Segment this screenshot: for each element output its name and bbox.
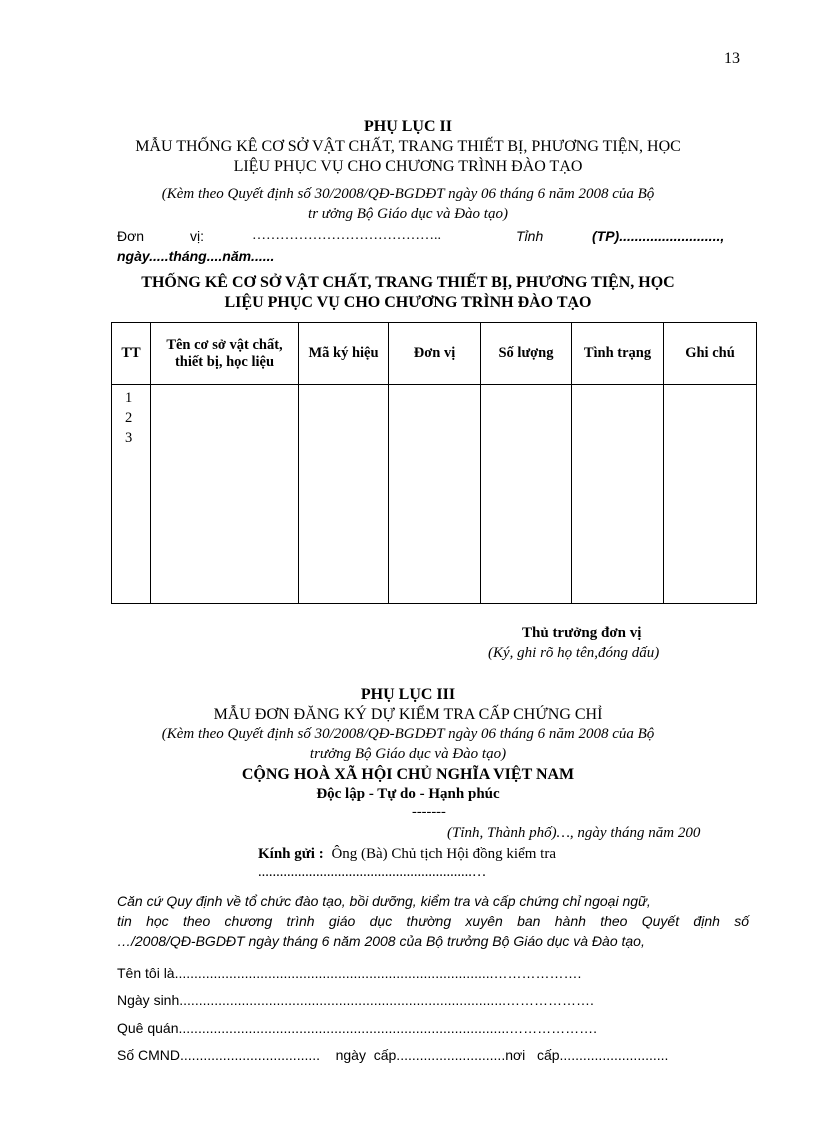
tt-cell: [112, 385, 151, 604]
basis-line2: tin học theo chương trình giáo dục thường xuyên ban hành theo Quyết định số: [117, 913, 749, 929]
recipient-dots: ...........................................................…: [258, 864, 487, 880]
stats-title-line1: THỐNG KÊ CƠ SỞ VẬT CHẤT, TRANG THIẾT BỊ, PHƯƠNG TIỆN, HỌC: [141, 274, 675, 291]
appendix3-note-line2: trưởng Bộ Giáo dục và Đào tạo): [309, 746, 507, 762]
appendix3-note-line1: (Kèm theo Quyết định số 30/2008/QĐ-BGDĐT ngày 06 tháng 6 năm 2008 của Bộ: [161, 726, 655, 742]
table-cell: [299, 385, 389, 604]
nation-name: CỘNG HOÀ XÃ HỘI CHỦ NGHĨA VIỆT NAM: [241, 766, 575, 783]
header-facility-name: Tên cơ sở vật chất, thiết bị, học liệu: [151, 323, 299, 385]
appendix2-subtitle-line1: MẪU THỐNG KÊ CƠ SỞ VẬT CHẤT, TRANG THIẾT BỊ, PHƯƠNG TIỆN, HỌC: [135, 138, 681, 155]
appendix2-note-line2: tr ưởng Bộ Giáo dục và Đào tạo): [308, 206, 508, 222]
field-id-card: Số CMND.................................... ngày cấp............................nơi cấp............................: [117, 1047, 669, 1063]
header-unit: Đơn vị: [389, 323, 481, 385]
table-cell: [664, 385, 757, 604]
basis-line1: Căn cứ Quy định về tổ chức đào tạo, bồi dưỡng, kiểm tra và cấp chứng chỉ ngoại ngữ,: [117, 893, 651, 909]
field-birth-date: Ngày sinh....................................................................................……………….: [117, 992, 594, 1008]
row-number: 1: [125, 390, 133, 406]
page-number: 13: [724, 50, 740, 67]
field-full-name: Tên tôi là..................................................................................……………….: [117, 965, 582, 981]
appendix2-subtitle-line2: LIỆU PHỤC VỤ CHO CHƯƠNG TRÌNH ĐÀO TẠO: [233, 158, 583, 175]
stats-table: [111, 322, 757, 604]
recipient-line: [258, 846, 556, 863]
header-condition: Tình trạng: [572, 323, 664, 385]
recipient-label: Kính gửi :: [258, 846, 324, 862]
table-cell: [389, 385, 481, 604]
appendix3-title: PHỤ LỤC III: [360, 686, 456, 703]
header-quantity: Số lượng: [481, 323, 572, 385]
appendix2-title: PHỤ LỤC II: [363, 118, 452, 135]
unit-label: Đơn: [117, 228, 145, 244]
signer-note: (Ký, ghi rõ họ tên,đóng dấu): [488, 645, 660, 661]
row-number: 2: [125, 410, 133, 426]
header-notes: Ghi chú: [664, 323, 757, 385]
appendix2-note-line1: (Kèm theo Quyết định số 30/2008/QĐ-BGDĐT ngày 06 tháng 6 năm 2008 của Bộ: [161, 186, 655, 202]
header-tt: TT: [112, 323, 151, 385]
table-cell: [481, 385, 572, 604]
stats-title-line2: LIỆU PHỤC VỤ CHO CHƯƠNG TRÌNH ĐÀO TẠO: [224, 294, 592, 311]
province-label: Tỉnh: [516, 228, 544, 244]
field-hometown: Quê quán.....................................................................................……………….: [117, 1020, 598, 1036]
signer-title: Thủ trưởng đơn vị: [522, 625, 642, 641]
nation-motto: Độc lập - Tự do - Hạnh phúc: [316, 786, 500, 802]
separator: -------: [412, 804, 446, 820]
row-number: 3: [125, 430, 133, 446]
table-cell: [151, 385, 299, 604]
recipient-value: Ông (Bà) Chủ tịch Hội đồng kiểm tra: [331, 846, 556, 862]
table-cell: [572, 385, 664, 604]
place-date: (Tỉnh, Thành phố)…, ngày tháng năm 200: [447, 825, 701, 841]
appendix3-subtitle: MẪU ĐƠN ĐĂNG KÝ DỰ KIỂM TRA CẤP CHỨNG CHỈ: [213, 706, 603, 723]
unit-dots: …………………………………..: [252, 228, 441, 243]
unit-label-2: vị:: [190, 228, 204, 244]
date-line: ngày.....tháng....năm......: [117, 248, 275, 264]
table-header-row: [112, 323, 757, 385]
province-value: (TP)..........................,: [592, 228, 725, 244]
basis-line3: …/2008/QĐ-BGDĐT ngày tháng 6 năm 2008 của Bộ trưởng Bộ Giáo dục và Đào tạo,: [117, 933, 645, 949]
header-code: Mã ký hiệu: [299, 323, 389, 385]
table-row: [112, 385, 757, 604]
